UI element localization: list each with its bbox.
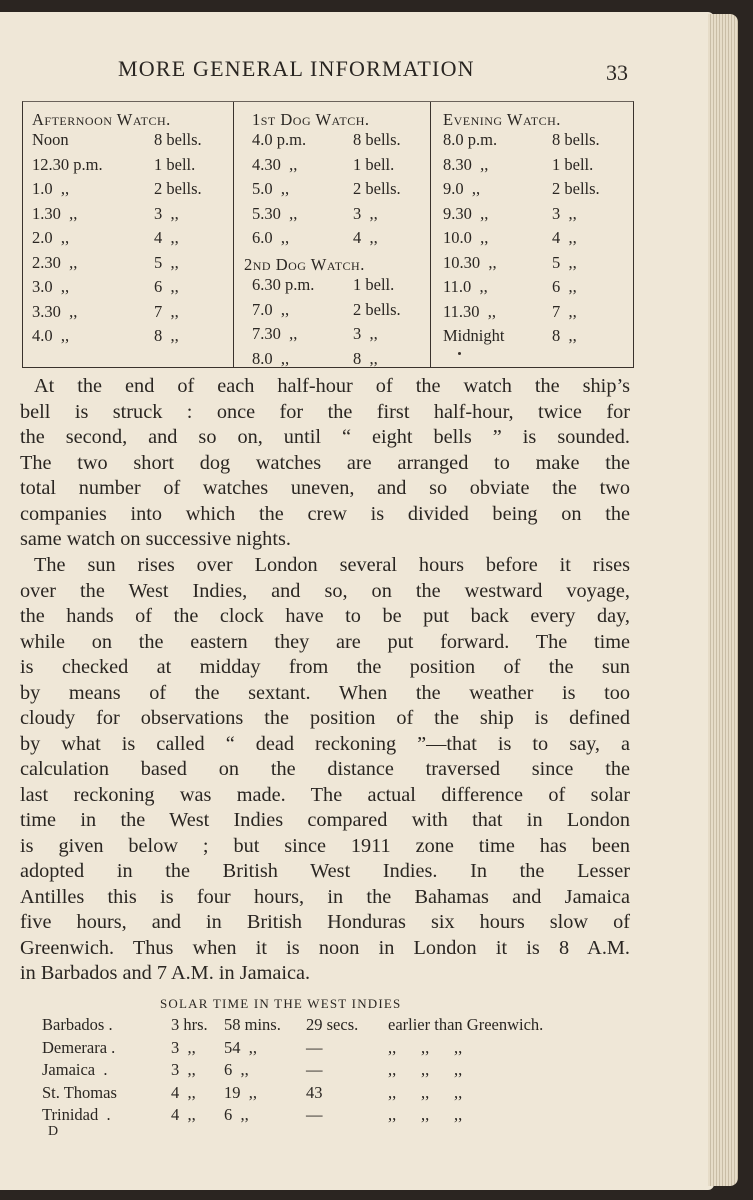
watch-table: [22, 101, 634, 368]
watch-bells: 1 bell.: [154, 154, 196, 174]
solar-place: Demerara .: [42, 1037, 116, 1057]
solar-minutes: 6 ,,: [224, 1060, 249, 1079]
text-line: is given below ; but since 1911 zone time has been: [20, 834, 630, 857]
watch-bells: 8 ,,: [154, 326, 179, 345]
solar-place: St. Thomas: [42, 1082, 117, 1102]
solar-place: Trinidad .: [42, 1105, 111, 1124]
text-line: calculation based on the distance traversed since the: [20, 758, 630, 780]
watch-time: 8.0 ,,: [252, 348, 290, 368]
watch-time: Noon: [32, 130, 69, 149]
text-line: same watch on successive nights.: [20, 528, 291, 550]
watch-bells: 1 bell.: [353, 275, 395, 294]
watch-bells: 8 bells.: [552, 130, 600, 149]
text-line: is checked at midday from the position of the sun: [20, 656, 630, 678]
text-line: five hours, and in British Honduras six hours slow of: [20, 911, 630, 933]
text-line: while on the eastern they are put forward. The time: [20, 630, 630, 653]
watch-time: 2.0 ,,: [32, 228, 70, 247]
watch-time: 5.30 ,,: [252, 203, 298, 223]
watch-bells: 3 ,,: [353, 324, 378, 343]
text-line: over the West Indies, and so, on the westward voyage,: [20, 579, 630, 602]
solar-minutes: 6 ,,: [224, 1105, 249, 1124]
text-line: last reckoning was made. The actual difference of solar: [20, 783, 630, 806]
watch-bells: 2 bells.: [353, 179, 401, 198]
watch-bells: 7 ,,: [154, 301, 179, 321]
watch-time: 4.0 ,,: [32, 326, 70, 345]
watch-bells: 7 ,,: [552, 301, 577, 321]
solar-seconds: —: [306, 1037, 323, 1057]
solar-seconds: 29 secs.: [306, 1015, 359, 1034]
solar-minutes: 19 ,,: [224, 1082, 257, 1102]
solar-hours: 3 ,,: [171, 1037, 196, 1057]
watch-bells: 6 ,,: [154, 277, 179, 296]
watch-bells: 5 ,,: [552, 252, 577, 272]
text-line: bell is struck : once for the first half-hour, twice for: [20, 400, 630, 423]
watch-time: 8.30 ,,: [443, 154, 489, 174]
solar-seconds: —: [306, 1060, 323, 1079]
solar-note: ,, ,, ,,: [388, 1105, 463, 1124]
watch-time: 6.30 p.m.: [252, 275, 315, 294]
watch-bells: 3 ,,: [353, 203, 378, 223]
watch-time: 8.0 p.m.: [443, 130, 498, 149]
watch-bells: 3 ,,: [552, 203, 577, 223]
watch-time: 11.0 ,,: [443, 277, 488, 296]
watch-time: 4.30 ,,: [252, 154, 298, 174]
watch-bells: 4 ,,: [154, 228, 179, 247]
watch-time: 7.30 ,,: [252, 324, 298, 343]
evening-watch-title: Evening Watch.: [443, 110, 561, 129]
solar-minutes: 54 ,,: [224, 1037, 257, 1057]
solar-hours: 3 hrs.: [171, 1015, 208, 1034]
ink-dot: [458, 352, 461, 355]
text-line: by means of the sextant. When the weather is too: [20, 681, 630, 704]
solar-note: ,, ,, ,,: [388, 1037, 463, 1057]
text-line: adopted in the British West Indies. In the Lesser: [20, 860, 630, 882]
text-line: Greenwich. Thus when it is noon in London it is 8 A.M.: [20, 936, 630, 959]
watch-bells: 8 bells.: [154, 130, 202, 149]
watch-time: 3.0 ,,: [32, 277, 70, 296]
watch-time: 1.0 ,,: [32, 179, 70, 198]
paragraph-ship-bells: [20, 374, 630, 553]
solar-note: earlier than Greenwich.: [388, 1015, 544, 1034]
watch-time: 3.30 ,,: [32, 301, 78, 321]
solar-place: Barbados .: [42, 1015, 113, 1034]
afternoon-watch-title: Afternoon Watch.: [32, 110, 171, 129]
text-line: the second, and so on, until “ eight bells ” is sounded.: [20, 426, 630, 448]
watch-time: 5.0 ,,: [252, 179, 290, 198]
solar-hours: 4 ,,: [171, 1082, 196, 1102]
watch-bells: 2 bells.: [552, 179, 600, 198]
text-line: the hands of the clock have to be put back every day,: [20, 605, 630, 627]
watch-time: 7.0 ,,: [252, 299, 290, 319]
watch-bells: 2 bells.: [154, 179, 202, 198]
page-number: 33: [606, 60, 628, 85]
solar-hours: 3 ,,: [171, 1060, 196, 1079]
watch-bells: 8 bells.: [353, 130, 401, 149]
watch-time: Midnight: [443, 326, 505, 345]
text-line: by what is called “ dead reckoning ”—that is to say, a: [20, 732, 630, 755]
solar-seconds: —: [306, 1105, 323, 1124]
watch-bells: 1 bell.: [552, 154, 594, 174]
watch-time: 2.30 ,,: [32, 252, 78, 272]
watch-bells: 8 ,,: [353, 348, 378, 368]
solar-time-title: SOLAR TIME IN THE WEST INDIES: [160, 996, 402, 1011]
solar-hours: 4 ,,: [171, 1105, 196, 1124]
page-edges: [708, 14, 738, 1186]
running-header: MORE GENERAL INFORMATION: [118, 56, 475, 81]
text-line: in Barbados and 7 A.M. in Jamaica.: [20, 962, 311, 984]
watch-time: 12.30 p.m.: [32, 154, 103, 174]
text-line: The two short dog watches are arranged to make the: [20, 451, 630, 474]
text-line: The sun rises over London several hours before it rises: [34, 554, 630, 576]
first-dog-watch-title: 1st Dog Watch.: [252, 110, 370, 129]
watch-bells: 4 ,,: [552, 228, 577, 247]
watch-time: 10.0 ,,: [443, 228, 489, 247]
watch-bells: 8 ,,: [552, 326, 577, 345]
solar-note: ,, ,, ,,: [388, 1082, 463, 1102]
text-line: total number of watches uneven, and so obviate the two: [20, 477, 630, 499]
watch-bells: 4 ,,: [353, 228, 378, 247]
watch-time: 9.30 ,,: [443, 203, 489, 223]
text-line: time in the West Indies compared with that in London: [20, 809, 630, 831]
solar-note: ,, ,, ,,: [388, 1060, 463, 1079]
text-line: companies into which the crew is divided being on the: [20, 502, 630, 525]
watch-bells: 5 ,,: [154, 252, 179, 272]
paragraph-solar-time: [20, 553, 630, 987]
watch-bells: 3 ,,: [154, 203, 179, 223]
watch-time: 9.0 ,,: [443, 179, 481, 198]
watch-time: 4.0 p.m.: [252, 130, 307, 149]
watch-bells: 2 bells.: [353, 299, 401, 319]
watch-bells: 6 ,,: [552, 277, 577, 296]
text-line: cloudy for observations the position of the ship is defined: [20, 707, 630, 729]
watch-bells: 1 bell.: [353, 154, 395, 174]
column-divider: [430, 102, 431, 367]
watch-time: 6.0 ,,: [252, 228, 290, 247]
solar-seconds: 43: [306, 1082, 323, 1102]
watch-time: 10.30 ,,: [443, 252, 497, 272]
solar-place: Jamaica .: [42, 1060, 108, 1079]
solar-minutes: 58 mins.: [224, 1015, 281, 1034]
second-dog-watch-title: 2nd Dog Watch.: [244, 255, 365, 274]
watch-time: 1.30 ,,: [32, 203, 78, 223]
watch-time: 11.30 ,,: [443, 301, 497, 321]
column-divider: [233, 102, 234, 367]
text-line: At the end of each half-hour of the watch the ship’s: [34, 375, 630, 397]
signature-mark: D: [48, 1124, 59, 1139]
text-line: Antilles this is four hours, in the Bahamas and Jamaica: [20, 885, 630, 908]
